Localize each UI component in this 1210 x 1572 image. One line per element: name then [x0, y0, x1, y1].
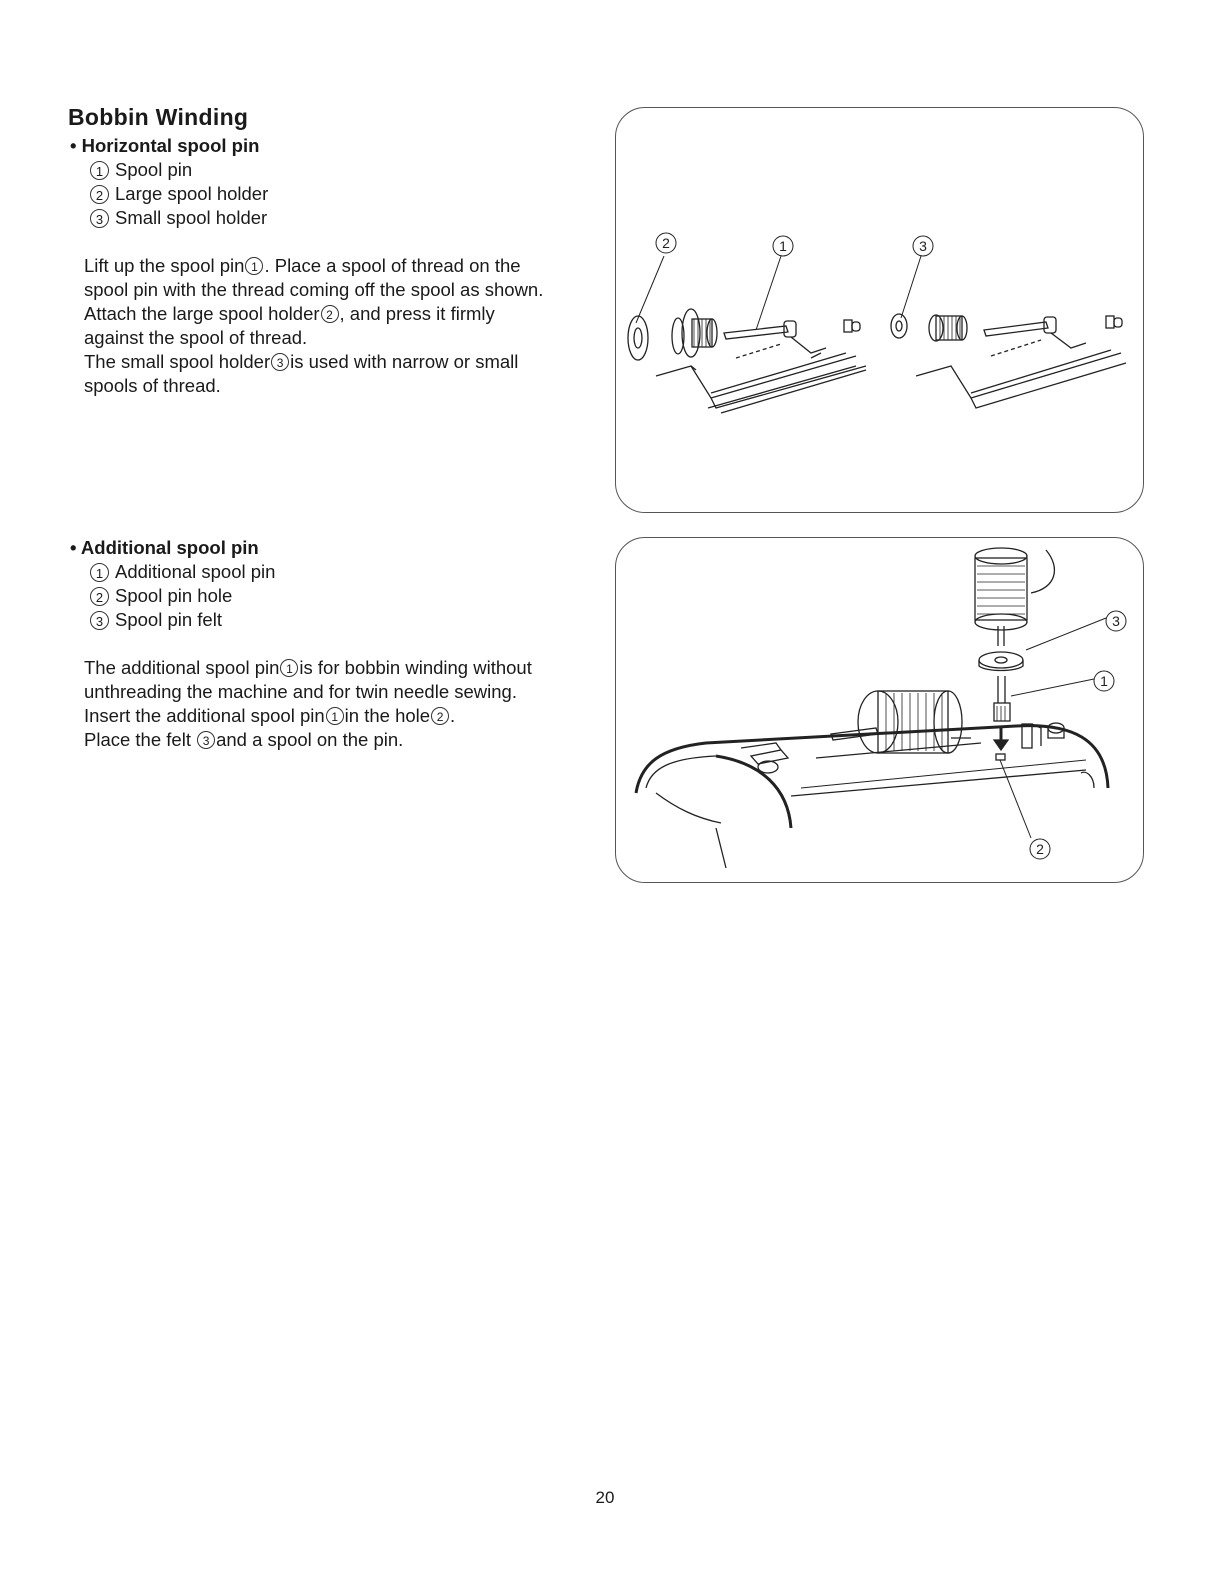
page-title: Bobbin Winding	[68, 104, 249, 130]
callout-number: 1	[90, 161, 109, 180]
figure-additional-spool-pin	[615, 537, 1144, 883]
list-item	[90, 608, 275, 632]
text-run: . Place a spool of thread on the	[264, 255, 521, 276]
callout-number: 1	[280, 659, 298, 677]
section-heading-horizontal-spool-pin: • Horizontal spool pin	[70, 135, 260, 156]
text-line: unthreading the machine and for twin needle sewing.	[84, 681, 517, 702]
parts-list-horizontal	[90, 158, 268, 230]
text-run: Insert the additional spool pin	[84, 705, 325, 726]
callout-number: 1	[245, 257, 263, 275]
list-item-label: Additional spool pin	[115, 561, 276, 582]
callout-number: 1	[90, 563, 109, 582]
figure-callout-2: 2	[662, 235, 670, 251]
figure-callout-1: 1	[779, 238, 787, 254]
section-heading-additional-spool-pin: • Additional spool pin	[70, 537, 259, 558]
callout-number: 2	[90, 185, 109, 204]
figure-callout-2: 2	[1036, 841, 1044, 857]
list-item-label: Spool pin hole	[115, 585, 233, 606]
text-run: Place the felt	[84, 729, 197, 750]
list-item-label: Spool pin	[115, 159, 193, 180]
list-item	[90, 206, 268, 230]
figure-callout-3: 3	[1112, 613, 1120, 629]
list-item-label: Spool pin felt	[115, 609, 222, 630]
text-run: The small spool holder	[84, 351, 271, 372]
text-line: spools of thread.	[84, 375, 221, 396]
text-run: and a spool on the pin.	[216, 729, 404, 750]
additional-spool-pin-illustration	[616, 538, 1143, 882]
text-run: .	[450, 705, 456, 726]
figure-callout-1: 1	[1100, 673, 1108, 689]
text-run: , and press it firmly	[339, 303, 495, 324]
horizontal-spool-pin-illustration	[616, 108, 1143, 512]
callout-number: 2	[321, 305, 339, 323]
page-number: 20	[595, 1488, 615, 1507]
parts-list-additional	[90, 560, 275, 632]
list-item	[90, 560, 275, 584]
callout-number: 1	[326, 707, 344, 725]
callout-number: 3	[90, 209, 109, 228]
figure-horizontal-spool-pin	[615, 107, 1144, 513]
list-item	[90, 158, 268, 182]
list-item-label: Large spool holder	[115, 183, 269, 204]
callout-number: 3	[271, 353, 289, 371]
callout-number: 3	[197, 731, 215, 749]
callout-number: 2	[90, 587, 109, 606]
text-run: The additional spool pin	[84, 657, 280, 678]
list-item	[90, 182, 268, 206]
figure-callout-3: 3	[919, 238, 927, 254]
instructions-additional	[84, 656, 594, 752]
text-run: is used with narrow or small	[290, 351, 519, 372]
instructions-horizontal	[84, 254, 594, 398]
list-item	[90, 584, 275, 608]
text-line: against the spool of thread.	[84, 327, 308, 348]
text-run: Attach the large spool holder	[84, 303, 320, 324]
text-line: spool pin with the thread coming off the spool as shown.	[84, 279, 544, 300]
text-run: is for bobbin winding without	[299, 657, 532, 678]
text-run: in the hole	[344, 705, 431, 726]
list-item-label: Small spool holder	[115, 207, 268, 228]
text-run: Lift up the spool pin	[84, 255, 245, 276]
callout-number: 3	[90, 611, 109, 630]
callout-number: 2	[431, 707, 449, 725]
